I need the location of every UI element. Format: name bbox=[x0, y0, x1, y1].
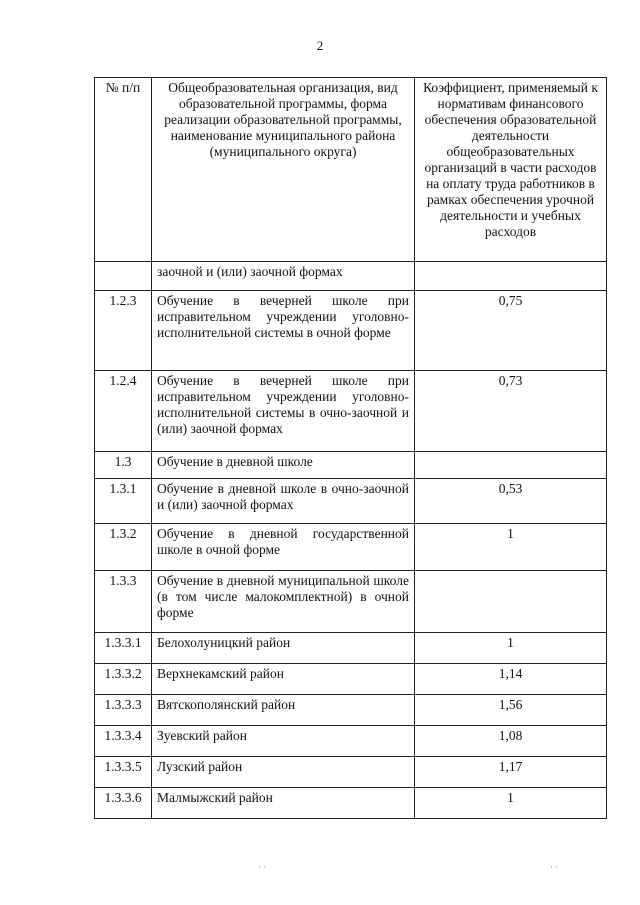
scan-mark-right: · · bbox=[550, 862, 559, 872]
row-description: Обучение в вечерней школе при исправительном учреждении уголовно-исполнительной системы в очно-заочной и (или) заочной формах bbox=[152, 371, 415, 452]
table-row bbox=[95, 291, 607, 371]
row-num: 1.2.3 bbox=[95, 291, 152, 371]
table-row bbox=[95, 452, 607, 479]
page-number: 2 bbox=[316, 38, 324, 53]
table-body bbox=[95, 262, 607, 819]
row-description: Обучение в дневной школе в очно-заочной и (или) заочной формах bbox=[152, 479, 415, 524]
row-num: 1.3.3.1 bbox=[95, 633, 152, 664]
table-row bbox=[95, 371, 607, 452]
row-coefficient: 0,75 bbox=[415, 291, 607, 371]
row-coefficient: 1,08 bbox=[415, 726, 607, 757]
table-row bbox=[95, 524, 607, 571]
row-coefficient bbox=[415, 452, 607, 479]
row-description: Малмыжский район bbox=[152, 788, 415, 819]
row-description: Обучение в дневной муниципальной школе (в том числе малокомплектной) в очной форме bbox=[152, 571, 415, 633]
table-row bbox=[95, 757, 607, 788]
table-header bbox=[95, 78, 607, 262]
row-num: 1.3.3.6 bbox=[95, 788, 152, 819]
row-coefficient: 0,73 bbox=[415, 371, 607, 452]
row-num: 1.3.2 bbox=[95, 524, 152, 571]
row-description: заочной и (или) заочной формах bbox=[152, 262, 415, 291]
row-coefficient: 1,56 bbox=[415, 695, 607, 726]
row-num: 1.3.1 bbox=[95, 479, 152, 524]
table-row bbox=[95, 262, 607, 291]
row-num: 1.3.3 bbox=[95, 571, 152, 633]
header-num: № п/п bbox=[95, 78, 152, 262]
row-coefficient bbox=[415, 571, 607, 633]
header-description: Общеобразовательная организация, вид образовательной программы, форма реализации образовательной программы, наименование муниципального района (муниципального округа) bbox=[152, 78, 415, 262]
row-num: 1.3 bbox=[95, 452, 152, 479]
table-row bbox=[95, 479, 607, 524]
header-coefficient: Коэффициент, применяемый к нормативам финансового обеспечения образовательной деятельности общеобразовательных организаций в части расходов на оплату труда работников в рамках обеспечения урочной деятельности и учебных расходов bbox=[415, 78, 607, 262]
row-description: Лузский район bbox=[152, 757, 415, 788]
row-description: Вятскополянский район bbox=[152, 695, 415, 726]
row-description: Обучение в вечерней школе при исправительном учреждении уголовно-исполнительной системы в очной форме bbox=[152, 291, 415, 371]
row-coefficient: 1 bbox=[415, 524, 607, 571]
row-description: Зуевский район bbox=[152, 726, 415, 757]
row-num: 1.3.3.5 bbox=[95, 757, 152, 788]
coefficient-table bbox=[94, 77, 607, 819]
table-row bbox=[95, 664, 607, 695]
row-description: Белохолуницкий район bbox=[152, 633, 415, 664]
table-row bbox=[95, 571, 607, 633]
row-coefficient: 1,14 bbox=[415, 664, 607, 695]
row-coefficient bbox=[415, 262, 607, 291]
table-row bbox=[95, 633, 607, 664]
table-row bbox=[95, 788, 607, 819]
row-coefficient: 1 bbox=[415, 633, 607, 664]
row-num: 1.3.3.4 bbox=[95, 726, 152, 757]
row-coefficient: 0,53 bbox=[415, 479, 607, 524]
row-num: 1.3.3.3 bbox=[95, 695, 152, 726]
row-description: Верхнекамский район bbox=[152, 664, 415, 695]
row-description: Обучение в дневной государственной школе в очной форме bbox=[152, 524, 415, 571]
scan-marks bbox=[0, 862, 640, 872]
row-num: 1.2.4 bbox=[95, 371, 152, 452]
row-coefficient: 1,17 bbox=[415, 757, 607, 788]
row-num bbox=[95, 262, 152, 291]
table-row bbox=[95, 726, 607, 757]
table-row bbox=[95, 695, 607, 726]
scan-mark-left: · · bbox=[258, 862, 267, 872]
row-num: 1.3.3.2 bbox=[95, 664, 152, 695]
row-coefficient: 1 bbox=[415, 788, 607, 819]
header-row bbox=[95, 78, 607, 262]
row-description: Обучение в дневной школе bbox=[152, 452, 415, 479]
